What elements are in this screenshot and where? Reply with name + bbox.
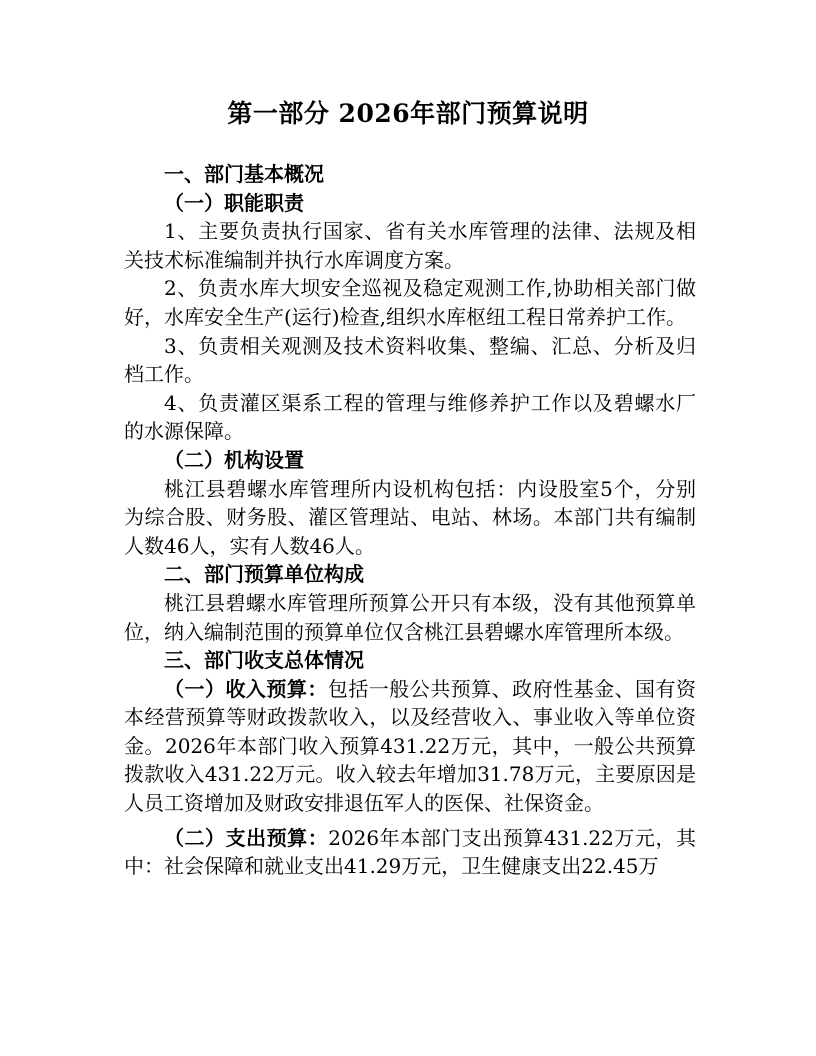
income-budget-lead: （一）收入预算： bbox=[164, 676, 328, 701]
expense-budget-lead: （二）支出预算： bbox=[164, 825, 329, 850]
income-budget-paragraph bbox=[124, 675, 696, 818]
duty-paragraph-1: 1、主要负责执行国家、省有关水库管理的法律、法规及相关技术标准编制并执行水库调度方案。 bbox=[124, 219, 696, 272]
section-heading-budget-units: 二、部门预算单位构成 bbox=[164, 562, 364, 587]
page-title: 第一部分 2026年部门预算说明 bbox=[227, 99, 589, 128]
subsection-heading-organization: （二）机构设置 bbox=[164, 447, 304, 472]
section-heading-revenue-expenditure: 三、部门收支总体情况 bbox=[164, 648, 364, 673]
income-budget-text: 包括一般公共预算、政府性基金、国有资本经营预算等财政拨款收入，以及经营收入、事业收入等单位资金。2026年本部门收入预算431.22万元，其中，一般公共预算拨款收入431.22万元。收入较去年增加31.78万元，主要原因是人员工资增加及财政安排退伍军人的医保、社保资金。 bbox=[124, 676, 697, 816]
duty-paragraph-3: 3、负责相关观测及技术资料收集、整编、汇总、分析及归档工作。 bbox=[124, 333, 696, 387]
expense-budget-paragraph bbox=[124, 824, 696, 881]
organization-paragraph: 桃江县碧螺水库管理所内设机构包括：内设股室5个，分别为综合股、财务股、灌区管理站、电站、林场。本部门共有编制人数46人，实有人数46人。 bbox=[124, 476, 696, 558]
expense-budget-text: 2026年本部门支出预算431.22万元，其中：社会保障和就业支出41.29万元，卫生健康支出22.45万 bbox=[124, 825, 696, 879]
section-heading-overview: 一、部门基本概况 bbox=[164, 162, 324, 186]
document-body bbox=[124, 160, 696, 881]
budget-units-paragraph: 桃江县碧螺水库管理所预算公开只有本级，没有其他预算单位，纳入编制范围的预算单位仅含桃江县碧螺水库管理所本级。 bbox=[124, 590, 696, 644]
duty-paragraph-2: 2、负责水库大坝安全巡视及稳定观测工作,协助相关部门做好，水库安全生产(运行)检查,组织水库枢纽工程日常养护工作。 bbox=[124, 276, 696, 329]
subsection-heading-duties: （一）职能职责 bbox=[164, 190, 304, 215]
duty-paragraph-4: 4、负责灌区渠系工程的管理与维修养护工作以及碧螺水厂的水源保障。 bbox=[124, 390, 696, 444]
